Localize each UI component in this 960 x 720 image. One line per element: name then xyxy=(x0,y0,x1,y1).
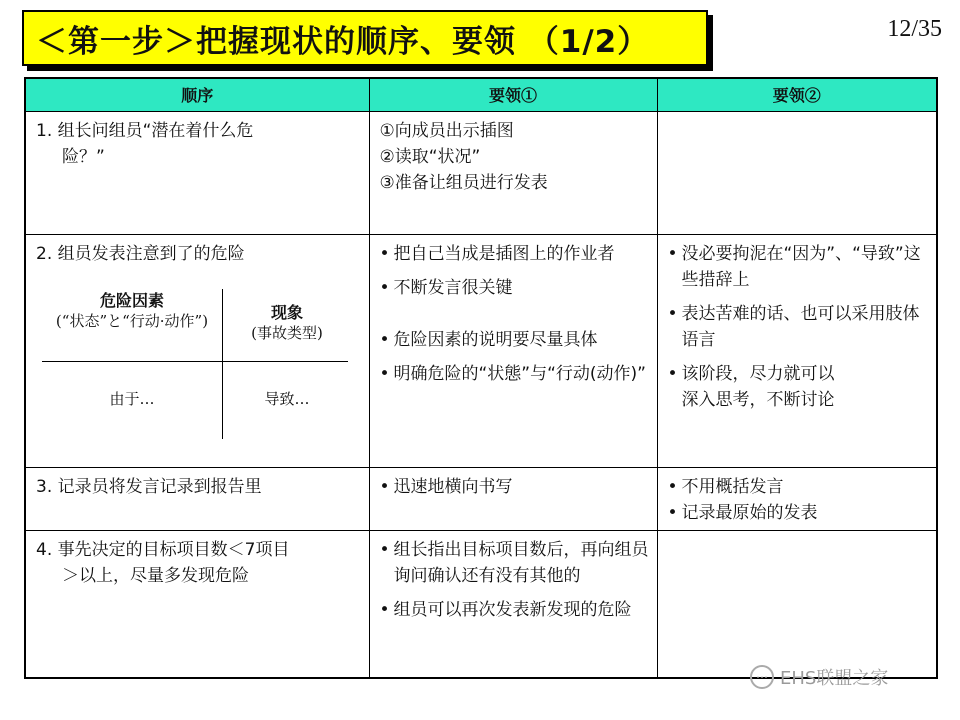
page-number: 12/35 xyxy=(887,16,942,42)
list-item: • 组长指出目标项目数后，再向组员询问确认还有没有其他的 xyxy=(380,537,649,589)
step-text: 2. 组员发表注意到了的危险 xyxy=(36,243,245,264)
list-item: • 该阶段，尽力就可以 xyxy=(668,361,929,387)
step-text: 3. 记录员将发言记录到报告里 xyxy=(36,476,262,497)
slide-title-text: ＜第一步＞把握现状的顺序、要领 （1/2） xyxy=(36,23,650,60)
diagram-phenomenon-sub: (事故类型) xyxy=(251,323,323,342)
step-text: 4. 事先决定的目标项目数＜7项目 xyxy=(36,539,290,560)
step-cell xyxy=(25,234,369,467)
diagram-phenomenon xyxy=(226,303,348,343)
risk-diagram xyxy=(42,285,348,441)
wechat-icon: ⋯ xyxy=(750,665,774,689)
list-item: • 迅速地横向书写 xyxy=(380,474,649,500)
tip-text: 危险因素的说明要尽量具体 xyxy=(393,329,598,350)
list-item: • 没必要拘泥在“因为”、“导致”这些措辞上 xyxy=(668,241,929,293)
tip-text: 组长指出目标项目数后，再向组员询问确认还有没有其他的 xyxy=(393,539,649,586)
header-order: 顺序 xyxy=(25,78,369,111)
tips1-cell xyxy=(369,111,657,234)
list-item: • 明确危险的“状態”与“行动(动作)” xyxy=(380,361,649,387)
list-item: • 危险因素的说明要尽量具体 xyxy=(380,327,649,353)
diagram-phenomenon-title: 现象 xyxy=(270,302,303,322)
step-text: 1. 组长问组员“潜在着什么危 xyxy=(36,120,254,141)
table-row xyxy=(25,467,937,530)
diagram-divider-horizontal xyxy=(42,361,348,362)
diagram-factor-sub: (“状态”と“行动·动作”) xyxy=(55,311,209,330)
watermark xyxy=(750,664,888,690)
tips2-cell xyxy=(657,467,937,530)
tip-text: 迅速地横向书写 xyxy=(393,476,513,497)
tips2-cell xyxy=(657,111,937,234)
tip-text: ③准备让组员进行发表 xyxy=(379,172,548,193)
list-item xyxy=(668,387,929,413)
tip-text: 深入思考，不断讨论 xyxy=(681,389,835,410)
tip-text: 记录最原始的发表 xyxy=(681,502,818,523)
step-cell xyxy=(25,530,369,678)
slide-title xyxy=(22,10,708,66)
table-row xyxy=(25,234,937,467)
step-text: 险？” xyxy=(62,146,105,167)
tip-text: 明确危险的“状態”与“行动(动作)” xyxy=(393,363,646,384)
watermark-text: EHS联盟之家 xyxy=(780,668,889,689)
header-tips-2: 要领② xyxy=(657,78,937,111)
header-tips-1: 要领① xyxy=(369,78,657,111)
list-item: • 不断发言很关键 xyxy=(380,275,649,301)
step-cell xyxy=(25,467,369,530)
table-row xyxy=(25,530,937,678)
diagram-factor xyxy=(52,291,212,331)
tip-text: 把自己当成是插图上的作业者 xyxy=(393,243,615,264)
tip-text: 表达苦难的话、也可以采用肢体语言 xyxy=(681,303,920,350)
tips1-cell xyxy=(369,530,657,678)
table-header-row xyxy=(25,78,937,111)
tip-text: 组员可以再次发表新发现的危险 xyxy=(393,599,632,620)
tip-text: 不断发言很关键 xyxy=(393,277,513,298)
tips2-cell xyxy=(657,234,937,467)
diagram-result: 导致… xyxy=(264,389,310,408)
list-item: • 表达苦难的话、也可以采用肢体语言 xyxy=(668,301,929,353)
tip-text: ②读取“状况” xyxy=(379,146,481,167)
procedure-table xyxy=(24,77,938,679)
diagram-divider-vertical xyxy=(222,289,223,439)
tip-text: 该阶段，尽力就可以 xyxy=(681,363,835,384)
tip-text: 不用概括发言 xyxy=(681,476,784,497)
step-cell xyxy=(25,111,369,234)
tips1-cell xyxy=(369,467,657,530)
diagram-factor-title: 危险因素 xyxy=(99,290,164,310)
list-item: • 不用概括发言 xyxy=(668,474,929,500)
list-item: • 把自己当成是插图上的作业者 xyxy=(380,241,649,267)
diagram-cause: 由于… xyxy=(109,389,155,408)
list-item: • 组员可以再次发表新发现的危险 xyxy=(380,597,649,623)
tip-text: ①向成员出示插图 xyxy=(379,120,514,141)
tips1-cell xyxy=(369,234,657,467)
list-item: • 记录最原始的发表 xyxy=(668,500,929,526)
step-text: ＞以上，尽量多发现危险 xyxy=(62,565,249,586)
tip-text: 没必要拘泥在“因为”、“导致”这些措辞上 xyxy=(681,243,921,290)
table-row xyxy=(25,111,937,234)
tips2-cell xyxy=(657,530,937,678)
